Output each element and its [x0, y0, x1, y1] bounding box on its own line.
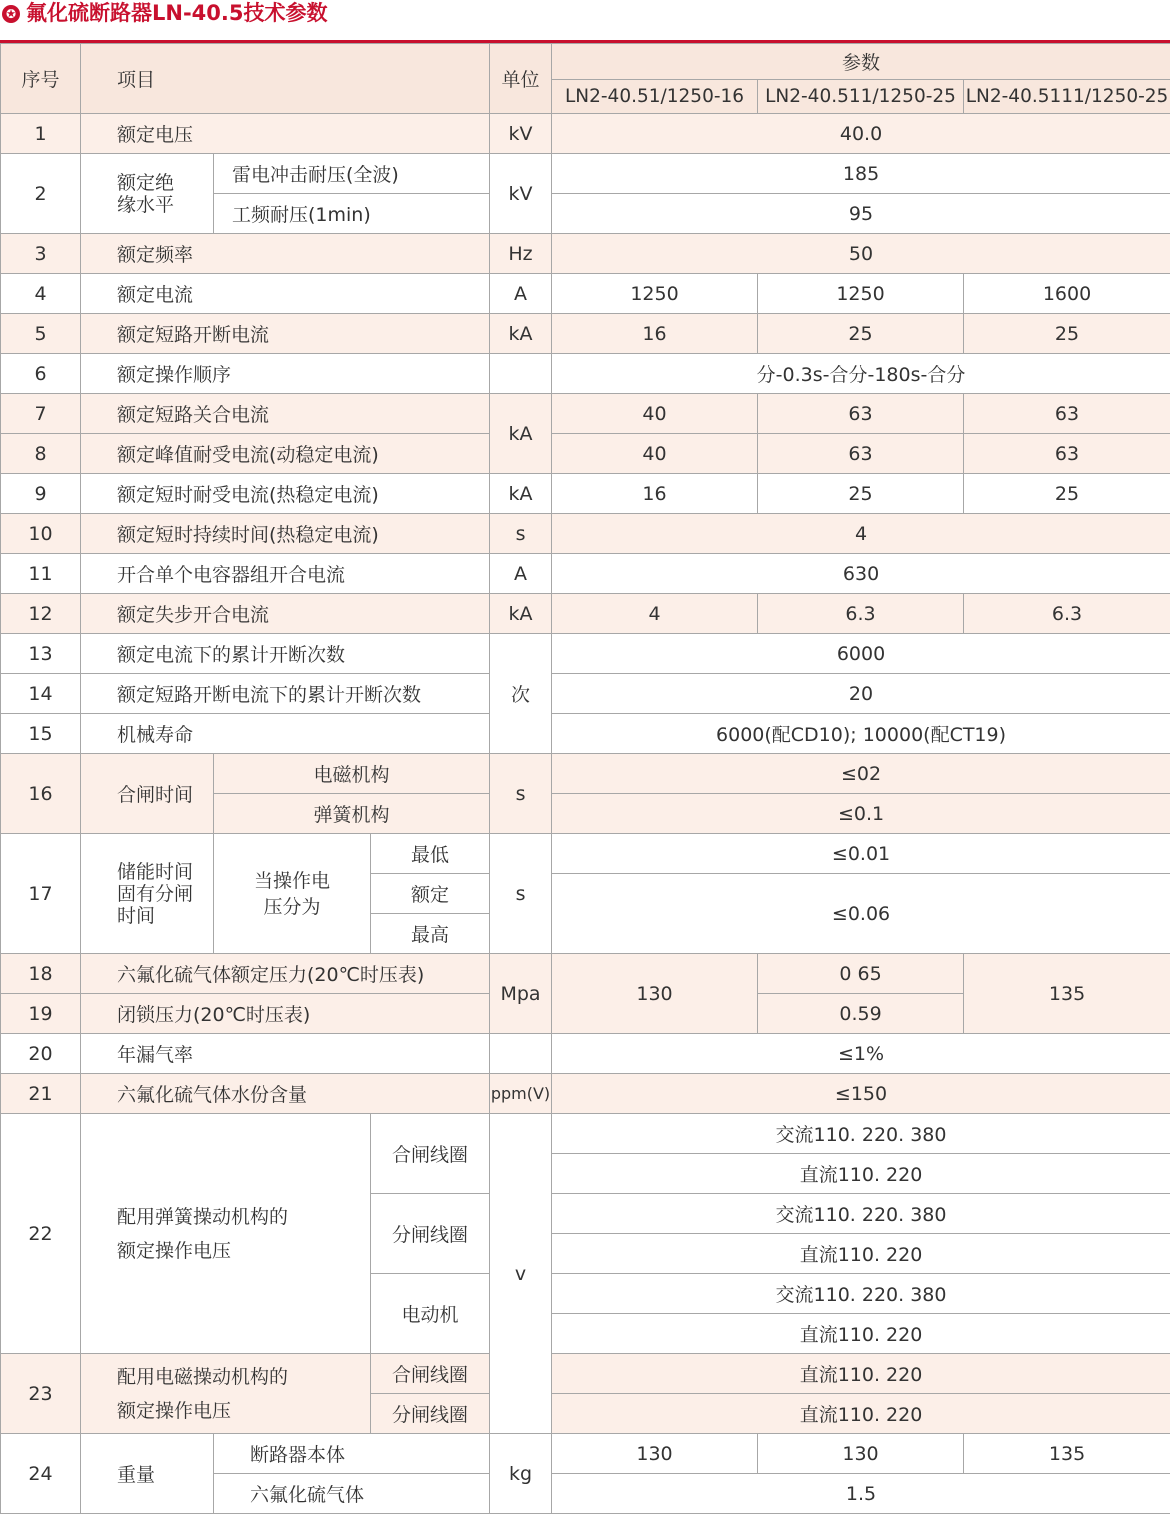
header-no: 序号	[1, 44, 81, 114]
row-value: ≤0.1	[552, 794, 1170, 834]
row-value: 分-0.3s-合分-180s-合分	[552, 354, 1170, 394]
row-value: ≤02	[552, 754, 1170, 794]
row-sub-item: 分闸线圈	[371, 1394, 490, 1434]
row-item: 重量	[81, 1434, 214, 1514]
table-row	[1, 834, 1170, 874]
row-item: 机械寿命	[81, 714, 490, 754]
row-item: 额定短路关合电流	[81, 394, 490, 434]
row-item: 额定失步开合电流	[81, 594, 490, 634]
row-sub-item: 电动机	[371, 1274, 490, 1354]
row-no: 10	[1, 514, 81, 554]
table-row	[1, 754, 1170, 794]
row-value: 130	[552, 1434, 758, 1474]
row-no: 5	[1, 314, 81, 354]
row-unit	[490, 354, 552, 394]
row-unit: kA	[490, 594, 552, 634]
row-value: 直流110. 220	[552, 1314, 1170, 1354]
row-value: 25	[964, 474, 1170, 514]
header-row	[1, 44, 1170, 80]
header-model: LN2-40.5111/1250-25	[964, 80, 1170, 114]
table-row	[1, 474, 1170, 514]
row-no: 15	[1, 714, 81, 754]
row-value: 1.5	[552, 1474, 1170, 1514]
row-no: 18	[1, 954, 81, 994]
row-no: 7	[1, 394, 81, 434]
row-sub-item: 弹簧机构	[214, 794, 490, 834]
row-unit: A	[490, 274, 552, 314]
row-no: 20	[1, 1034, 81, 1074]
row-unit: Mpa	[490, 954, 552, 1034]
row-item-group	[81, 154, 214, 234]
row-value: 6000(配CD10); 10000(配CT19)	[552, 714, 1170, 754]
star-icon: ✪	[2, 5, 20, 23]
row-value: 直流110. 220	[552, 1154, 1170, 1194]
row-item: 额定电压	[81, 114, 490, 154]
row-no: 1	[1, 114, 81, 154]
table-row	[1, 1074, 1170, 1114]
row-item-group	[81, 834, 214, 954]
table-row	[1, 354, 1170, 394]
row-item-group	[81, 1354, 371, 1434]
row-no: 6	[1, 354, 81, 394]
row-value: 交流110. 220. 380	[552, 1194, 1170, 1234]
row-no: 9	[1, 474, 81, 514]
row-value: 0 65	[758, 954, 964, 994]
row-item: 额定电流下的累计开断次数	[81, 634, 490, 674]
row-unit: kA	[490, 314, 552, 354]
row-item: 合闸时间	[81, 754, 214, 834]
table-row	[1, 114, 1170, 154]
row-sub-item: 额定	[371, 874, 490, 914]
row-unit: s	[490, 514, 552, 554]
row-no: 8	[1, 434, 81, 474]
table-row	[1, 554, 1170, 594]
row-item: 额定峰值耐受电流(动稳定电流)	[81, 434, 490, 474]
table-row	[1, 234, 1170, 274]
table-row	[1, 514, 1170, 554]
row-sub-item: 最高	[371, 914, 490, 954]
header-params: 参数	[552, 44, 1170, 80]
row-item-group-text: 配用电磁操动机构的额定操作电压	[117, 1360, 297, 1428]
row-no: 4	[1, 274, 81, 314]
row-no: 17	[1, 834, 81, 954]
row-no: 14	[1, 674, 81, 714]
table-row	[1, 634, 1170, 674]
row-item: 额定操作顺序	[81, 354, 490, 394]
row-item-group-text: 配用弹簧操动机构的额定操作电压	[117, 1200, 297, 1268]
header-model: LN2-40.511/1250-25	[758, 80, 964, 114]
title-bar	[0, 0, 1170, 44]
row-value: 4	[552, 594, 758, 634]
row-value: 135	[964, 1434, 1170, 1474]
table-row	[1, 434, 1170, 474]
row-value: 130	[758, 1434, 964, 1474]
row-value: 16	[552, 474, 758, 514]
row-value: 63	[964, 394, 1170, 434]
row-value: 4	[552, 514, 1170, 554]
row-unit: kA	[490, 394, 552, 474]
row-item: 额定短时持续时间(热稳定电流)	[81, 514, 490, 554]
row-no: 11	[1, 554, 81, 594]
row-no: 24	[1, 1434, 81, 1514]
row-item: 年漏气率	[81, 1034, 490, 1074]
row-unit: v	[490, 1114, 552, 1434]
row-no: 22	[1, 1114, 81, 1354]
table-row	[1, 714, 1170, 754]
row-value: 16	[552, 314, 758, 354]
row-sub-item: 合闸线圈	[371, 1114, 490, 1194]
table-row	[1, 1434, 1170, 1474]
row-item: 额定短路开断电流下的累计开断次数	[81, 674, 490, 714]
table-row	[1, 674, 1170, 714]
spec-table	[0, 43, 1170, 1514]
row-item: 六氟化硫气体水份含量	[81, 1074, 490, 1114]
row-value: 直流110. 220	[552, 1234, 1170, 1274]
table-row	[1, 394, 1170, 434]
header-model: LN2-40.51/1250-16	[552, 80, 758, 114]
row-item: 闭锁压力(20℃时压表)	[81, 994, 490, 1034]
row-no: 2	[1, 154, 81, 234]
row-value: 6.3	[758, 594, 964, 634]
row-value: 63	[758, 394, 964, 434]
row-value: 1600	[964, 274, 1170, 314]
row-condition-cell	[214, 834, 371, 954]
table-row	[1, 594, 1170, 634]
row-value: 6.3	[964, 594, 1170, 634]
row-value: 40	[552, 394, 758, 434]
table-row	[1, 954, 1170, 994]
row-unit: s	[490, 754, 552, 834]
row-sub-item: 合闸线圈	[371, 1354, 490, 1394]
table-row	[1, 1114, 1170, 1154]
row-no: 13	[1, 634, 81, 674]
row-sub-item: 雷电冲击耐压(全波)	[214, 154, 490, 194]
row-value: 95	[552, 194, 1170, 234]
row-no: 12	[1, 594, 81, 634]
row-value: 交流110. 220. 380	[552, 1274, 1170, 1314]
row-value: ≤1%	[552, 1034, 1170, 1074]
row-item: 额定频率	[81, 234, 490, 274]
row-unit: A	[490, 554, 552, 594]
row-sub-item: 工频耐压(1min)	[214, 194, 490, 234]
row-sub-item: 最低	[371, 834, 490, 874]
page-title: 氟化硫断路器LN-40.5技术参数	[26, 0, 328, 26]
row-value: ≤0.06	[552, 874, 1170, 954]
row-value: 交流110. 220. 380	[552, 1114, 1170, 1154]
row-value: 63	[758, 434, 964, 474]
row-unit: kg	[490, 1434, 552, 1514]
row-value: ≤0.01	[552, 834, 1170, 874]
row-value: 直流110. 220	[552, 1354, 1170, 1394]
header-unit: 单位	[490, 44, 552, 114]
row-sub-item: 分闸线圈	[371, 1194, 490, 1274]
row-value: 6000	[552, 634, 1170, 674]
row-sub-item: 断路器本体	[214, 1434, 490, 1474]
table-row	[1, 1354, 1170, 1394]
row-value: 25	[964, 314, 1170, 354]
row-value: 直流110. 220	[552, 1394, 1170, 1434]
row-sub-item: 电磁机构	[214, 754, 490, 794]
row-sub-item: 六氟化硫气体	[214, 1474, 490, 1514]
row-unit: Hz	[490, 234, 552, 274]
table-row	[1, 1034, 1170, 1074]
row-no: 23	[1, 1354, 81, 1434]
row-item: 额定电流	[81, 274, 490, 314]
row-unit: ppm(V)	[490, 1074, 552, 1114]
row-value: 1250	[552, 274, 758, 314]
row-item-group	[81, 1114, 371, 1354]
row-no: 19	[1, 994, 81, 1034]
row-value: 40	[552, 434, 758, 474]
row-unit: kV	[490, 114, 552, 154]
row-value: 40.0	[552, 114, 1170, 154]
row-no: 16	[1, 754, 81, 834]
row-value: ≤150	[552, 1074, 1170, 1114]
row-value: 0.59	[758, 994, 964, 1034]
row-value: 185	[552, 154, 1170, 194]
row-value: 630	[552, 554, 1170, 594]
row-item-group-text: 储能时间固有分闸时间	[117, 861, 199, 927]
row-item-group-text: 额定绝缘水平	[117, 172, 179, 216]
row-condition: 当操作电压分为	[252, 868, 332, 920]
row-item: 额定短路开断电流	[81, 314, 490, 354]
table-row	[1, 314, 1170, 354]
row-unit: 次	[490, 634, 552, 754]
row-no: 21	[1, 1074, 81, 1114]
table-row	[1, 274, 1170, 314]
row-value: 135	[964, 954, 1170, 1034]
row-unit: kA	[490, 474, 552, 514]
row-unit: kV	[490, 154, 552, 234]
row-value: 63	[964, 434, 1170, 474]
row-no: 3	[1, 234, 81, 274]
row-value: 50	[552, 234, 1170, 274]
row-item: 六氟化硫气体额定压力(20℃时压表)	[81, 954, 490, 994]
row-unit: s	[490, 834, 552, 954]
row-item: 开合单个电容器组开合电流	[81, 554, 490, 594]
row-value: 25	[758, 314, 964, 354]
row-value: 20	[552, 674, 1170, 714]
header-item: 项目	[81, 44, 490, 114]
row-item: 额定短时耐受电流(热稳定电流)	[81, 474, 490, 514]
row-value: 25	[758, 474, 964, 514]
table-row	[1, 154, 1170, 194]
row-value: 130	[552, 954, 758, 1034]
row-unit	[490, 1034, 552, 1074]
row-value: 1250	[758, 274, 964, 314]
